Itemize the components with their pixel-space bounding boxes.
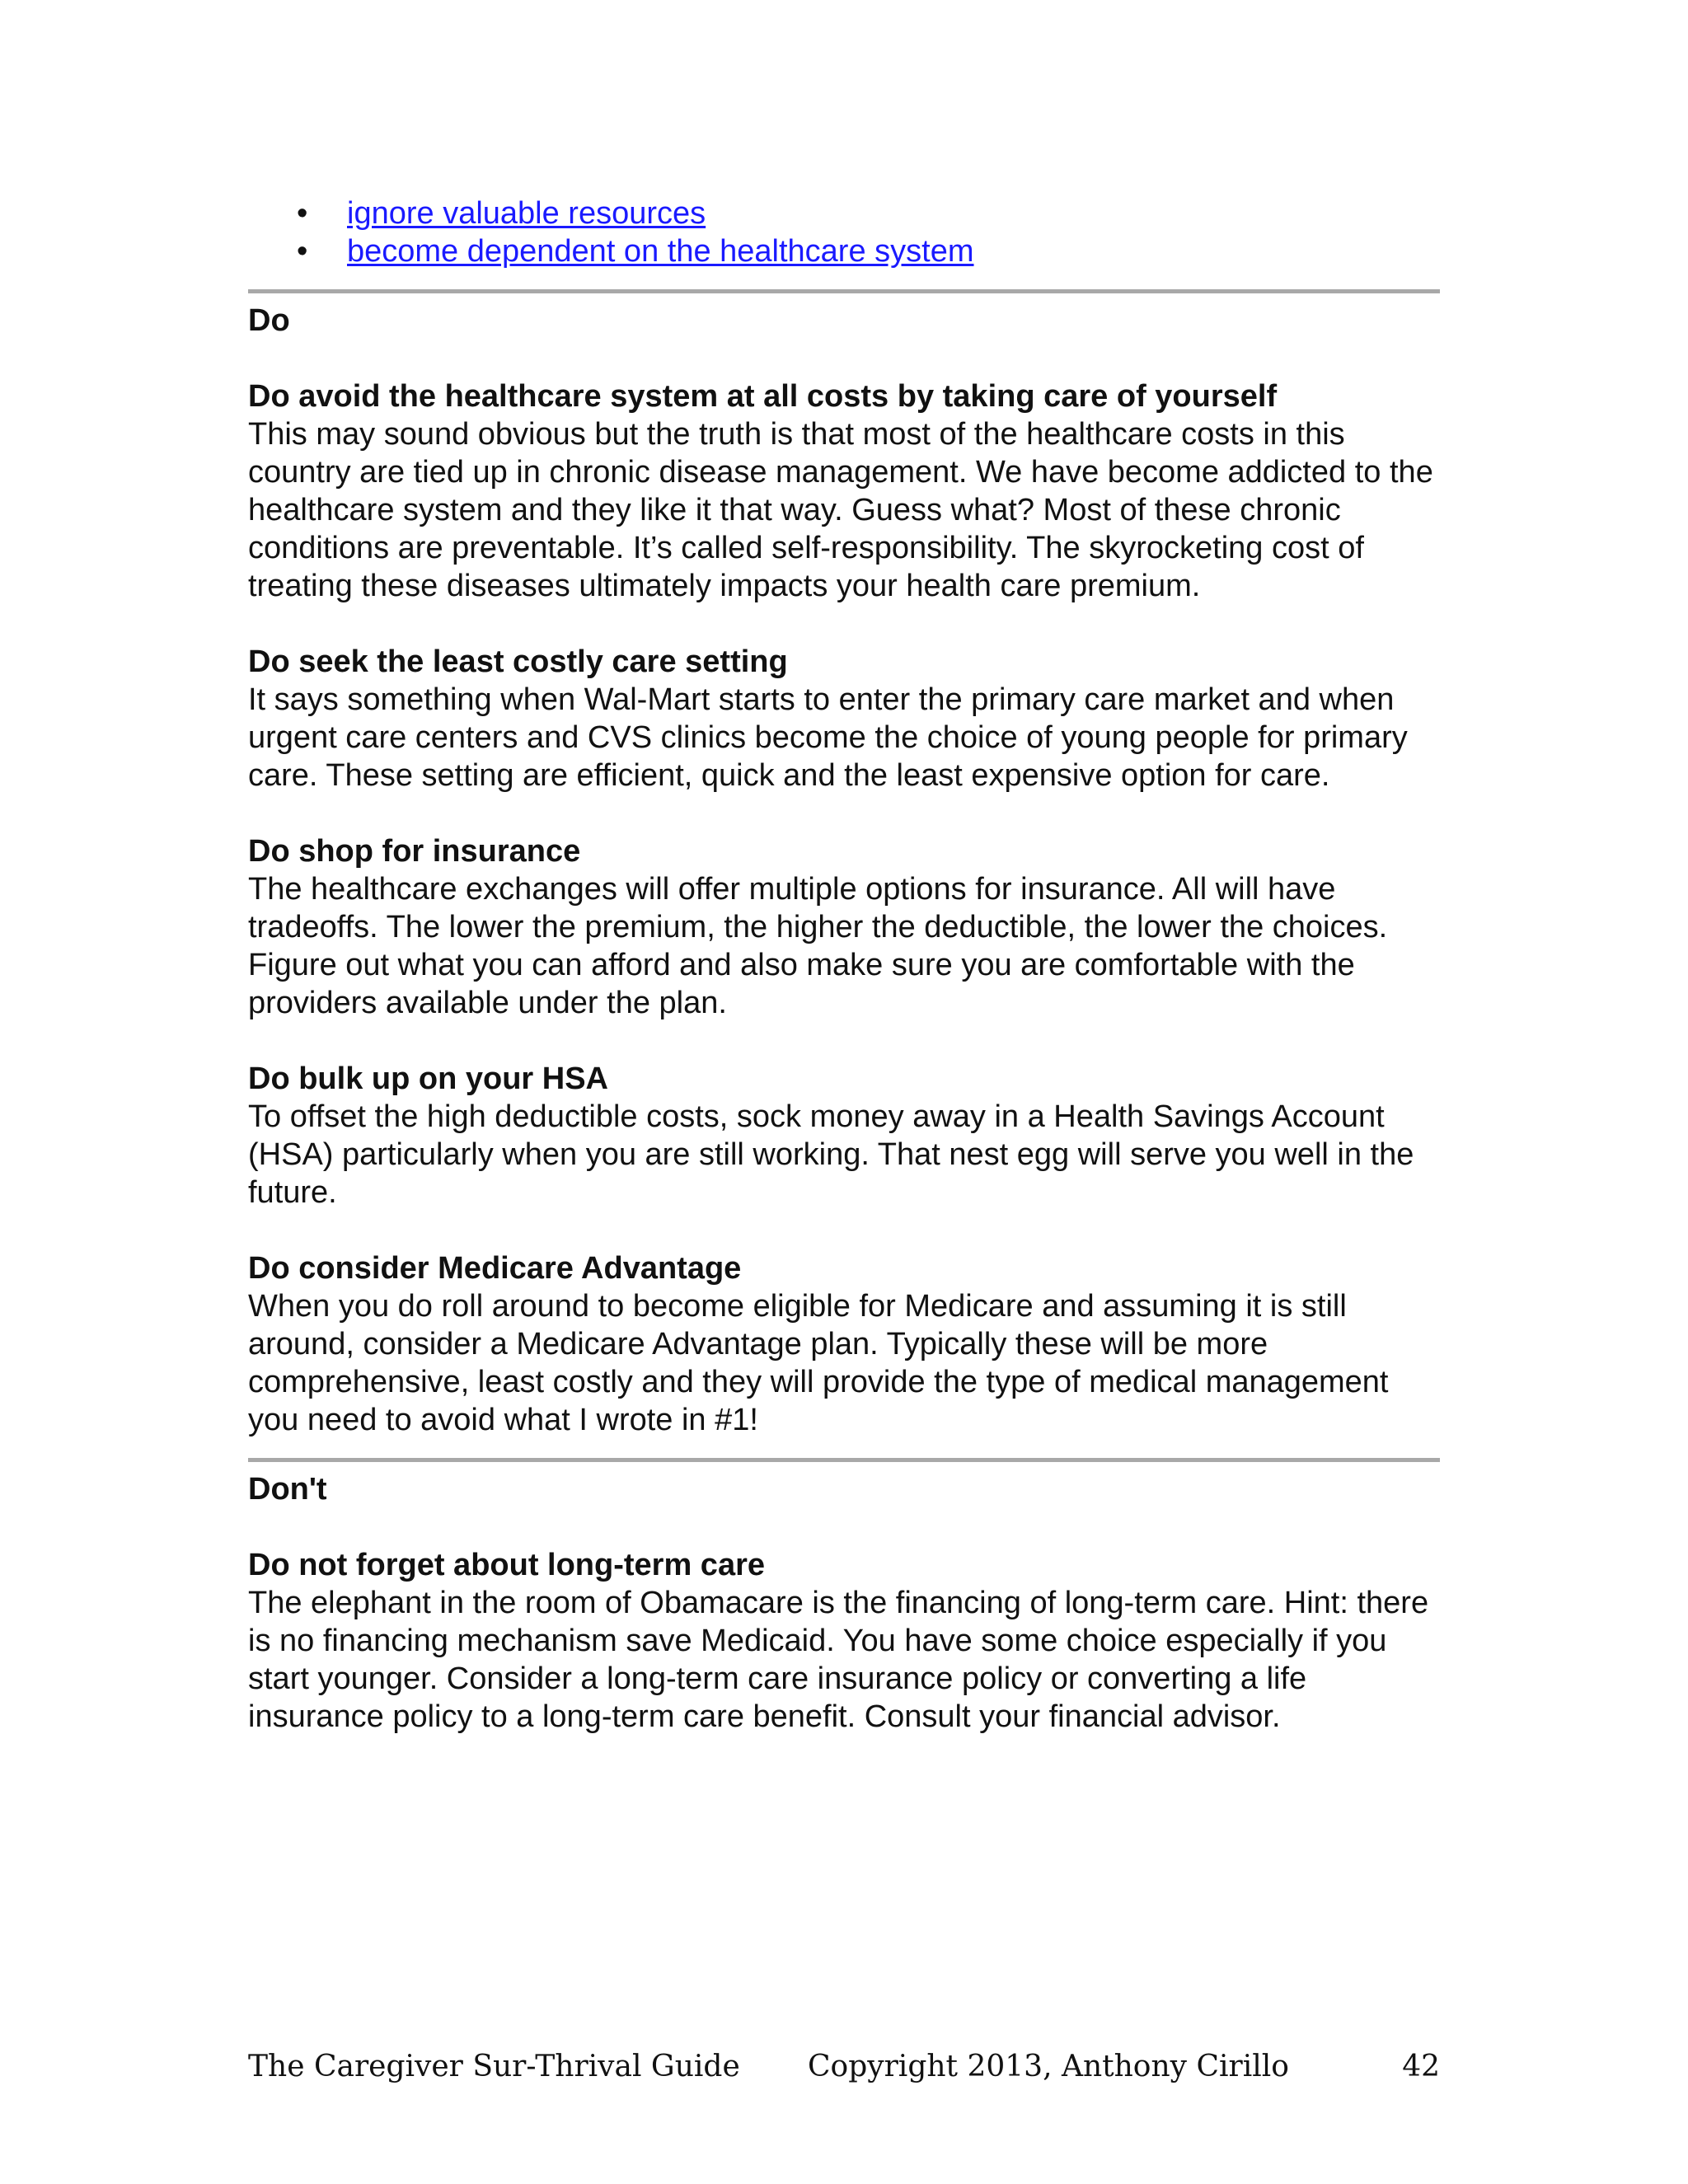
link-list <box>248 194 1440 270</box>
footer-book-title: The Caregiver Sur-Thrival Guide <box>248 2050 740 2083</box>
link-become-dependent[interactable]: become dependent on the healthcare system <box>347 234 974 269</box>
do-item <box>248 832 1440 1022</box>
item-body: To offset the high deductible costs, sock money away in a Health Savings Account (HSA) particularly when you are still working. That nest egg will serve you well in the future. <box>248 1099 1414 1210</box>
divider <box>248 289 1440 293</box>
item-body: This may sound obvious but the truth is that most of the healthcare costs in this country are tied up in chronic disease management. We have become addicted to the healthcare system and they like it that way. Guess what? Most of these chronic conditions are preventable. It’s called self-responsibility. The skyrocketing cost of treating these diseases ultimately impacts your health care premium. <box>248 417 1433 603</box>
section-heading-do: Do <box>248 303 290 338</box>
item-title: Do shop for insurance <box>248 834 581 869</box>
list-item <box>248 232 1440 270</box>
item-body: The elephant in the room of Obamacare is the financing of long-term care. Hint: there is no financing mechanism save Medicaid. You have some choice especially if you start younger. Consider a long-term care insurance policy or converting a life insurance policy to a long-term care benefit. Consult your financial advisor. <box>248 1586 1429 1734</box>
footer-copyright: Copyright 2013, Anthony Cirillo <box>808 2050 1289 2083</box>
item-title: Do bulk up on your HSA <box>248 1062 608 1096</box>
item-title: Do avoid the healthcare system at all costs by taking care of yourself <box>248 379 1278 414</box>
list-item <box>248 194 1440 232</box>
page-number: 42 <box>1402 2050 1440 2083</box>
bullet-icon: • <box>297 234 308 269</box>
divider <box>248 1458 1440 1462</box>
do-item <box>248 643 1440 794</box>
do-section <box>248 302 1440 1439</box>
page-footer <box>248 2046 1440 2088</box>
do-item <box>248 1249 1440 1439</box>
item-body: The healthcare exchanges will offer multiple options for insurance. All will have tradeoffs. The lower the premium, the higher the deductible, the lower the choices. Figure out what you can afford and also make sure you are comfortable with the providers available under the plan. <box>248 872 1388 1020</box>
item-body: When you do roll around to become eligible for Medicare and assuming it is still around, consider a Medicare Advantage plan. Typically these will be more comprehensive, least costly and they will provide the type of medical management you need to avoid what I wrote in #1! <box>248 1289 1389 1437</box>
document-page <box>248 194 1440 1736</box>
item-title: Do not forget about long-term care <box>248 1548 765 1582</box>
do-item <box>248 377 1440 605</box>
link-ignore-valuable-resources[interactable]: ignore valuable resources <box>347 196 706 231</box>
item-body: It says something when Wal-Mart starts to enter the primary care market and when urgent care centers and CVS clinics become the choice of young people for primary care. These setting are efficient, quick and the least expensive option for care. <box>248 682 1408 793</box>
bullet-icon: • <box>297 196 308 231</box>
dont-section <box>248 1470 1440 1736</box>
item-title: Do seek the least costly care setting <box>248 644 788 679</box>
dont-item <box>248 1546 1440 1736</box>
item-title: Do consider Medicare Advantage <box>248 1251 742 1286</box>
section-heading-dont: Don't <box>248 1472 327 1507</box>
do-item <box>248 1060 1440 1212</box>
